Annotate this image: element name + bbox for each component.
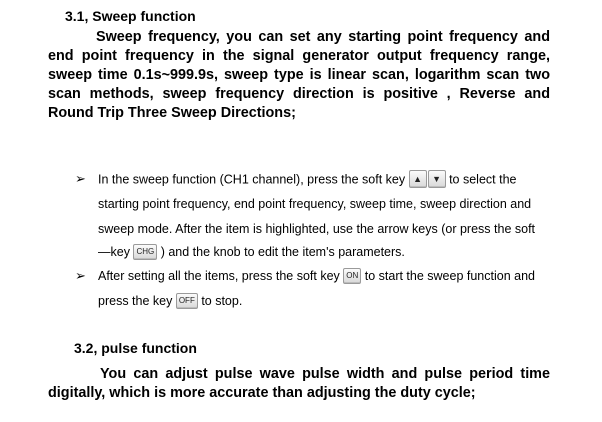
on-key-icon: ON [343,268,361,284]
section-heading: 3.2, pulse function [74,340,197,356]
bullet-text: press the key [98,294,173,308]
up-arrow-key-icon: ▲ [409,170,427,188]
bullet-text: After setting all the items, press the soft key [98,269,340,283]
paragraph-line: You can adjust pulse wave pulse width and pulse period time [100,366,550,382]
paragraph-line: Round Trip Three Sweep Directions; [48,105,296,121]
section-heading: 3.1, Sweep function [65,8,196,24]
bullet-line [98,171,516,189]
paragraph-line: end point frequency in the signal generator output frequency range, [48,48,550,64]
bullet-line: sweep mode. After the item is highlighted, use the arrow keys (or press the soft [98,222,536,236]
paragraph-line: Sweep frequency, you can set any starting point frequency and [96,29,550,45]
bullet-arrow-icon: ➢ [75,268,86,283]
bullet-line: starting point frequency, end point frequency, sweep time, sweep direction and [98,197,532,211]
paragraph-line: sweep time 0.1s~999.9s, sweep type is linear scan, logarithm scan two [48,67,550,83]
bullet-arrow-icon: ➢ [75,171,86,186]
bullet-line [98,293,242,310]
bullet-text: to stop. [201,294,243,308]
bullet-text: —key [98,245,130,259]
section-paragraph [48,28,550,123]
bullet-text: to select the [449,172,517,187]
bullet-text: to start the sweep function and [364,269,535,283]
down-arrow-key-icon: ▼ [428,170,446,188]
bullet-text: In the sweep function (CH1 channel), press the soft key [98,172,406,187]
paragraph-line: digitally, which is more accurate than adjusting the duty cycle; [48,385,476,401]
bullet-line [98,268,535,285]
bullet-line [98,244,405,261]
off-key-icon: OFF [176,293,198,309]
bullet-text: ) and the knob to edit the item's parameters. [160,245,405,259]
section-paragraph [48,365,550,403]
paragraph-line: scan methods, sweep frequency direction is positive , Reverse and [48,86,550,102]
arrow-key-pair [409,170,446,188]
chg-key-icon: CHG [133,244,157,260]
